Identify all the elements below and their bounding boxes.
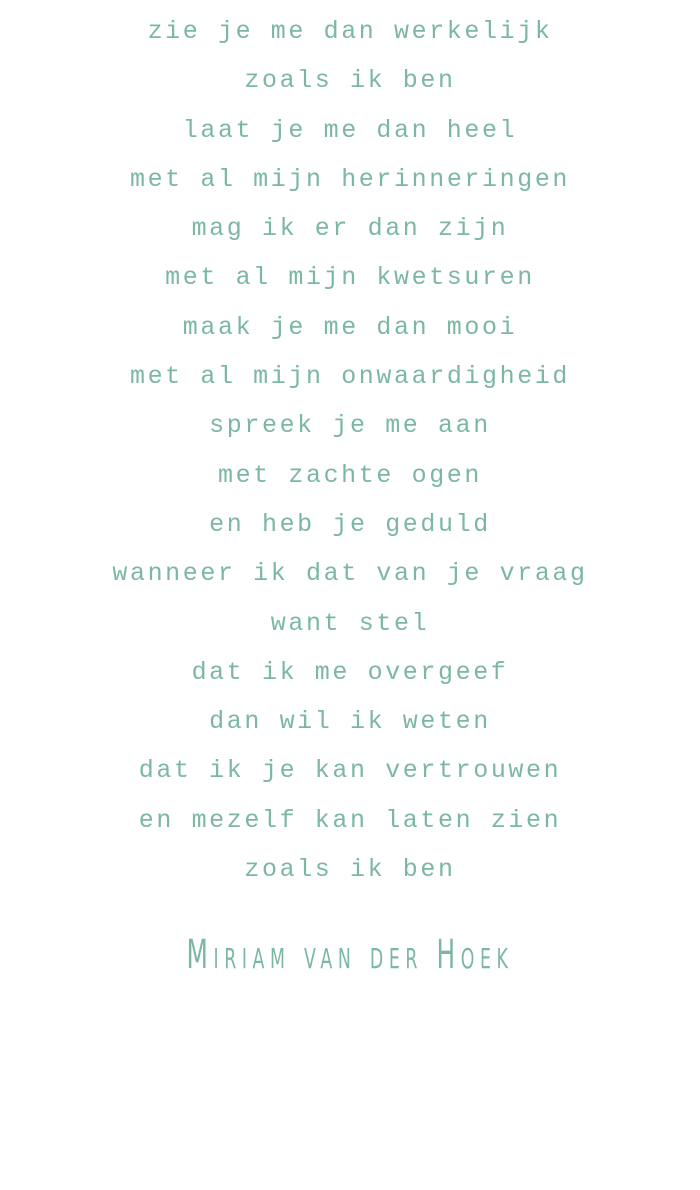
poem-line: met al mijn onwaardigheid — [129, 362, 571, 392]
poem-line: met al mijn kwetsuren — [165, 263, 535, 293]
poem-line: dan wil ik weten — [209, 707, 491, 737]
poem-line: mag ik er dan zijn — [191, 214, 509, 244]
poem-line: dat ik me overgeef — [191, 657, 509, 687]
poem-line: zoals ik ben — [244, 855, 456, 885]
poem-line: zie je me dan werkelijk — [147, 17, 553, 46]
poem-line: wanneer ik dat van je vraag — [112, 559, 588, 589]
poem-line: met al mijn herinneringen — [129, 164, 571, 194]
poem-line: spreek je me aan — [209, 411, 491, 441]
poem-line: laat je me dan heel — [182, 115, 518, 145]
poem-text — [0, 12, 700, 899]
poem-line: want stel — [270, 608, 430, 638]
poem-line: zoals ik ben — [244, 66, 456, 96]
poem-line: met zachte ogen — [217, 460, 483, 490]
author-signature: Miriam van der Hoek — [186, 932, 514, 978]
poem-line: en heb je geduld — [209, 509, 491, 539]
poem-line: dat ik je kan vertrouwen — [138, 756, 562, 786]
poem-line: en mezelf kan laten zien — [138, 805, 562, 835]
poem-line: maak je me dan mooi — [182, 312, 518, 342]
